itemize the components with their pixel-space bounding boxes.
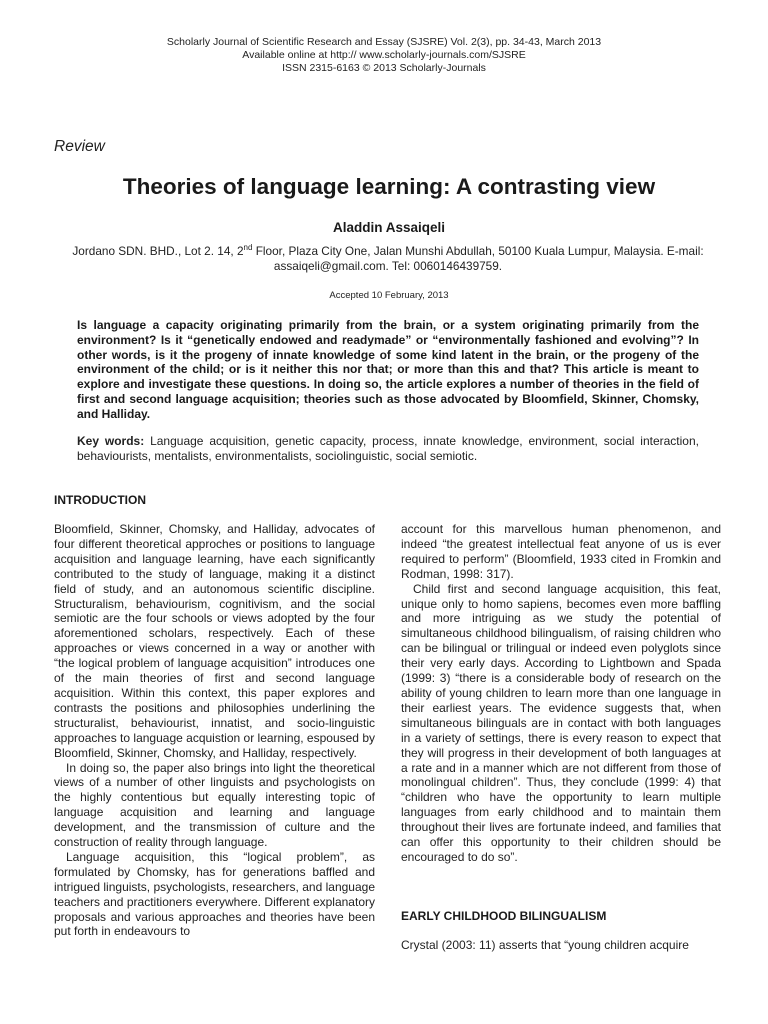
paragraph: Language acquisition, this “logical problem”, as formulated by Chomsky, has for generations baffled and intrigued linguists, psychologists, researchers, and language teachers and practitioners everywhere. Different explanatory proposals and various approaches and theories have been put forth in endeavours to [54,849,375,939]
affiliation-text-2: Floor, Plaza City One, Jalan Munshi Abdullah, 50100 Kuala Lumpur, Malaysia. E-mail: assaiqeli@gmail.com. Tel: 0060146439759. [252,244,704,273]
keywords [77,434,699,464]
column-right [401,522,721,865]
section-heading-early-childhood-bilingualism: EARLY CHILDHOOD BILINGUALISM [401,909,607,923]
paragraph: Child first and second language acquisition, this feat, unique only to homo sapiens, becomes even more baffling and more intriguing as we study the potential of simultaneous childhood bilingualism, of raising children who can be bilingual or trilingual or indeed even polyglots since their very early days. According to Lightbown and Spada (1999: 3) “there is a considerable body of research on the ability of young children to learn more than one language in their earliest years. The evidence suggests that, when simultaneous bilinguals are in contact with both languages in a variety of settings, there is every reason to expect that they will progress in their development of both languages at a rate and in a manner which are not different from those of monolingual children”. Thus, they conclude (1999: 4) that “children who have the opportunity to learn multiple languages from early childhood and to maintain them throughout their lives are fortunate indeed, and families that can offer this opportunity to their children should be encouraged to do so”. [401,581,721,864]
abstract: Is language a capacity originating primarily from the brain, or a system originating primarily from the environment? Is it “genetically endowed and readymade” or “environmentally fashioned and evolving”? In other words, is it the progeny of innate knowledge of some kind latent in the brain, or the progeny of the environment of the child; or is it neither this nor that; or more than this and that? This article is meant to explore and investigate these questions. In doing so, the article explores a number of theories in the field of first and second language acquisition; theories such as those advocated by Bloomfield, Skinner, Chomsky, and Halliday. [77,318,699,421]
author-affiliation [58,244,718,273]
keywords-text: Language acquisition, genetic capacity, process, innate knowledge, environment, social interaction, behaviourists, mentalists, environmentalists, sociolinguistic, social semiotic. [77,434,699,463]
paragraph: In doing so, the paper also brings into light the theoretical views of a number of other linguists and psychologists on the highly contentious but equally interesting topic of language acquisition and learning and language development, and the transmission of culture and the construction of reality through language. [54,760,375,850]
column-left [54,522,375,939]
affiliation-text-1: Jordano SDN. BHD., Lot 2. 14, 2 [72,244,244,258]
author-name: Aladdin Assaiqeli [332,220,446,235]
accepted-date: Accepted 10 February, 2013 [329,290,449,301]
article-title: Theories of language learning: A contrasting view [122,174,656,199]
journal-header [0,36,768,75]
paragraph: Bloomfield, Skinner, Chomsky, and Halliday, advocates of four different theoretical approches or positions to language acquisition and language learning, have each significantly contributed to the study of language, making it a distinct field of study, and an autonomous scientific discipline. Structuralism, behaviourism, cognitivism, and the social semiotic are the four schools or views adopted by the four aforementioned scholars, respectively. Each of these approaches or views concerned in a way or another with “the logical problem of language acquisition” introduces one of the main theories of first and second language acquisition. Within this context, this paper explores and contrasts the positions and philosophies underlining the structuralist, behaviourist, innatist, and socio-linguistic approaches to language acquistion or learning, espoused by Bloomfield, Skinner, Chomsky, and Halliday, respectively. [54,522,375,760]
keywords-label: Key words: [77,434,145,448]
journal-issn: ISSN 2315-6163 © 2013 Scholarly-Journals [282,62,486,74]
paragraph: Crystal (2003: 11) asserts that “young children acquire [401,938,689,952]
journal-url: Available online at http:// www.scholarly-journals.com/SJSRE [242,49,526,61]
journal-citation: Scholarly Journal of Scientific Research and Essay (SJSRE) Vol. 2(3), pp. 34-43, March 2013 [166,36,602,48]
affiliation-superscript: nd [243,243,253,252]
paragraph: account for this marvellous human phenomenon, and indeed “the greatest intellectual feat anyone of us is ever required to perform” (Bloomfield, 1933 cited in Fromkin and Rodman, 1998: 317). [401,522,721,581]
section-heading-introduction: INTRODUCTION [54,493,146,507]
article-type: Review [54,138,105,155]
